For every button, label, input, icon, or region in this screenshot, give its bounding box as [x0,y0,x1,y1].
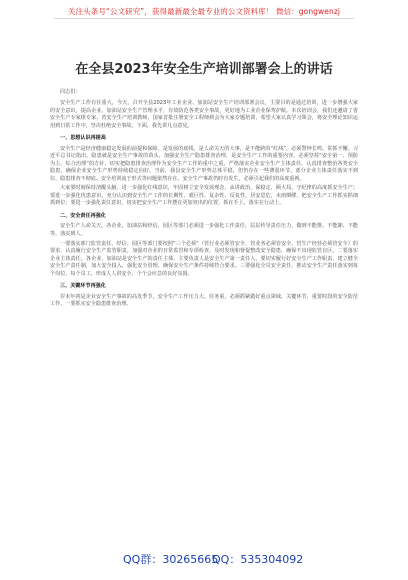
section-heading-2: 二、安全责任再强化 [60,212,106,219]
page-title: 在全县2023年安全生产培训部署会上的讲话 [75,62,333,77]
section3-paragraph-1: 岁末年初是企业安全生产事故的高发季节，安全生产工作压力大、任务重，必须抓紧做好重点领域、关键环节、重要时段的安全防范工作，一要抓实安全隐患排查治理。 [50,293,358,308]
section1-paragraph-2: 大家要时刻保持清醒头脑，进一步强化红线意识，牢固树立安全发展理念，从讲政治、保稳定、顾大局、守纪律的高度抓安全生产；要进一步强化忧患意识，充分认识到安全生产工作的长期性、艰巨性、复杂性、反复性，居安思危，未雨绸缪，把安全生产工作抓实抓细抓到位；要进一步强化责任意识，切实把安全生产工作摆在更加突出的位置，抓在手上、落实在行动上。 [50,185,358,207]
banner-notice: 关注头条号“公文研究”，获得最新最全最专业的公文资料库！ 微信：gongwenzj [67,7,341,16]
intro-paragraph: 安全生产工作有任重大，今天，召开全县2023年工业企业、加油站安全生产培训部署会议，主要目的是通过培训，进一步增强大家的安全意识，提高企业、加油站安全生产管理水平，有效防范各类安全事故，更好地为工业企业保驾护航。本次培训会，我们还邀请了省安全生产专家组专家、省安全生产培训教师、国家首批注册安全工程师到会为大家专题培训，希望大家认真学习领会，将安全理论知识运用到日常工作中，坚决杜绝安全事故。下面，我先讲几点意见。 [50,100,358,129]
footer-qq-group: QQ群：30265665 [123,553,219,566]
footer-qq: QQ：535304092 [212,553,304,566]
section2-paragraph-2: 一要落实部门监管责任。经信、园区等部门要按照“三个必须”（管行业必须管安全、管业务必须管安全、管生产经营必须管安全）的要求，认真履行安全生产监管职责，加强对企业的日常监管和专项检查，及时发现和督促整改安全隐患，确保不出现监管盲区。二要落实企业主体责任。各企业、加油站是安全生产的责任主体，主要负责人是安全生产第一责任人，要切实履行好安全生产工作职责，建立健全安全生产责任制，加大安全投入，强化安全管理，确保安全生产条件持续符合要求。三要强化全员安全责任，推动安全生产责任落实到每个岗位、每个员工，形成人人讲安全、个个会应急的良好氛围。 [50,240,358,277]
section-heading-3: 三、关键环节再强化 [60,283,106,290]
footer [0,551,408,571]
section1-paragraph-1: 安全生产是经济健康稳定发展的前提和保障，是发展的底线，是人命关天的大事，是不能跨的“红线”，必须警钟长鸣、常抓不懈。习近平总书记指出，隐患就是安全生产事故的苗头，加强安全生产隐患排查治理，是安全生产工作的重要内容，必须坚持“安全第一、预防为主、综合治理”的方针，切实把隐患排查治理作为安全生产工作的重中之重，严格落实企业安全生产主体责任，认真排查整治各类安全隐患，确保企业安全生产形势持续稳定向好。当前，我县安全生产形势总体平稳，但仍存在一些薄弱环节，部分企业主体责任落实不到位、隐患排查不彻底、安全培训流于形式等问题依然存在，安全生产事故仍时有发生，必须引起我们的高度重视。 [50,145,358,182]
greeting: 同志们： [60,89,81,95]
banner-divider [54,18,354,19]
section-heading-1: 一、思想认识再提高 [60,135,106,141]
section2-paragraph-1: 安全生产人命关天，各企业、加油站和经信、园区等部门必须进一步强化工作责任，层层传导责任压力，做到不能推、不能卸、不能等，落实到人。 [50,223,358,237]
document-body [50,89,358,311]
